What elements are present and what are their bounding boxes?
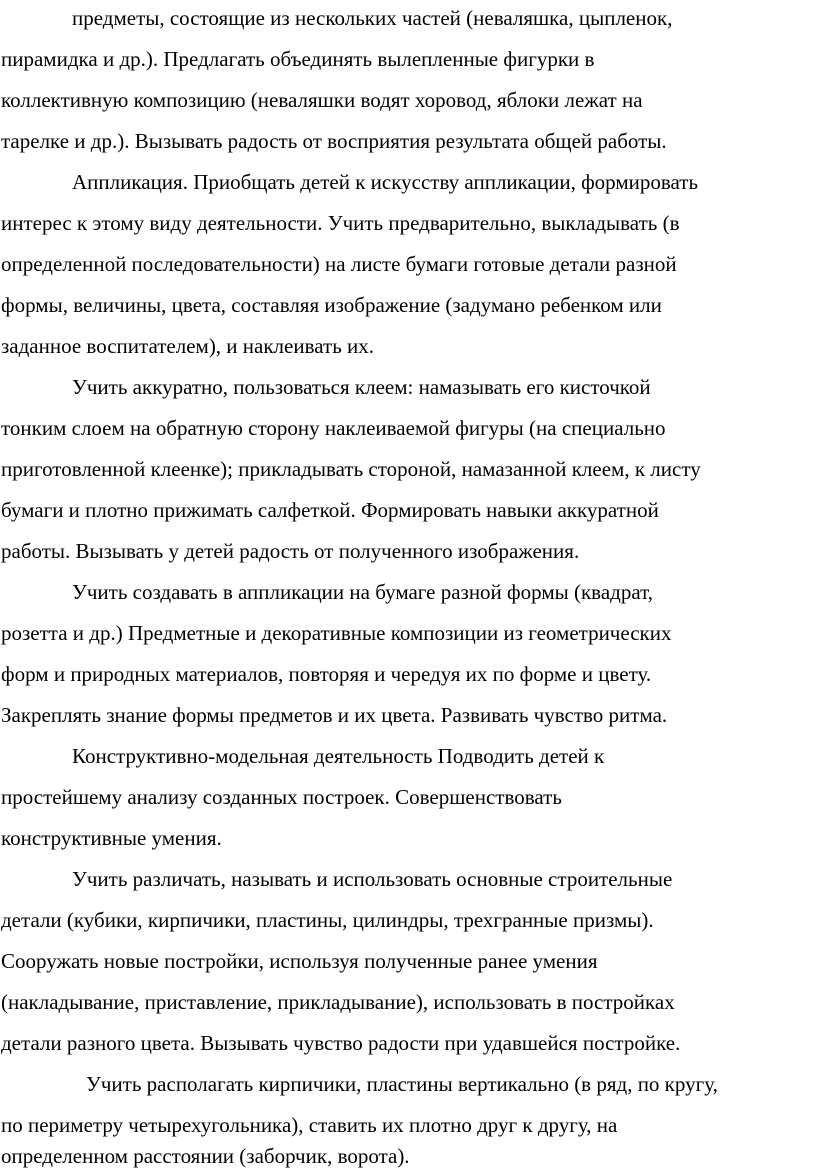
text-line: Закреплять знание формы предметов и их цвета. Развивать чувство ритма. bbox=[1, 703, 668, 727]
text-line: форм и природных материалов, повторяя и чередуя их по форме и цвету. bbox=[1, 662, 652, 686]
text-line: детали (кубики, кирпичики, пластины, цилиндры, трехгранные призмы). bbox=[1, 908, 654, 932]
text-line: пирамидка и др.). Предлагать объединять вылепленные фигурки в bbox=[1, 47, 595, 71]
text-line: простейшему анализу созданных построек. Совершенствовать bbox=[1, 785, 562, 809]
text-line: Учить различать, называть и использовать основные строительные bbox=[72, 867, 673, 891]
text-line: тонким слоем на обратную сторону наклеиваемой фигуры (на специально bbox=[1, 416, 666, 440]
text-line: Учить аккуратно, пользоваться клеем: намазывать его кисточкой bbox=[72, 375, 651, 399]
text-line: формы, величины, цвета, составляя изображение (задумано ребенком или bbox=[1, 293, 662, 317]
text-line: интерес к этому виду деятельности. Учить предварительно, выкладывать (в bbox=[1, 211, 680, 235]
text-line: предметы, состоящие из нескольких частей (неваляшка, цыпленок, bbox=[72, 6, 673, 30]
text-line: работы. Вызывать у детей радость от полученного изображения. bbox=[1, 539, 580, 563]
text-line: определенном расстоянии (заборчик, ворота). bbox=[1, 1144, 410, 1168]
text-line: Конструктивно-модельная деятельность Подводить детей к bbox=[72, 744, 605, 768]
text-line: Аппликация. Приобщать детей к искусству аппликации, формировать bbox=[72, 170, 699, 194]
text-line: детали разного цвета. Вызывать чувство радости при удавшейся постройке. bbox=[1, 1031, 681, 1055]
text-line: бумаги и плотно прижимать салфеткой. Формировать навыки аккуратной bbox=[1, 498, 659, 522]
text-line: розетта и др.) Предметные и декоративные композиции из геометрических bbox=[1, 621, 672, 645]
text-line: Учить создавать в аппликации на бумаге разной формы (квадрат, bbox=[72, 580, 653, 604]
text-line: приготовленной клеенке); прикладывать стороной, намазанной клеем, к листу bbox=[1, 457, 701, 481]
text-line: заданное воспитателем), и наклеивать их. bbox=[1, 334, 375, 358]
text-line: по периметру четырехугольника), ставить их плотно друг к другу, на bbox=[1, 1113, 618, 1137]
text-line: (накладывание, приставление, прикладывание), использовать в постройках bbox=[1, 990, 675, 1014]
text-line: Сооружать новые постройки, используя полученные ранее умения bbox=[1, 949, 598, 973]
text-line: тарелке и др.). Вызывать радость от восприятия результата общей работы. bbox=[1, 129, 667, 153]
text-line: определенной последовательности) на листе бумаги готовые детали разной bbox=[1, 252, 677, 276]
text-line: коллективную композицию (неваляшки водят хоровод, яблоки лежат на bbox=[1, 88, 643, 112]
text-line: конструктивные умения. bbox=[1, 826, 222, 850]
text-line: Учить располагать кирпичики, пластины вертикально (в ряд, по кругу, bbox=[86, 1072, 718, 1096]
